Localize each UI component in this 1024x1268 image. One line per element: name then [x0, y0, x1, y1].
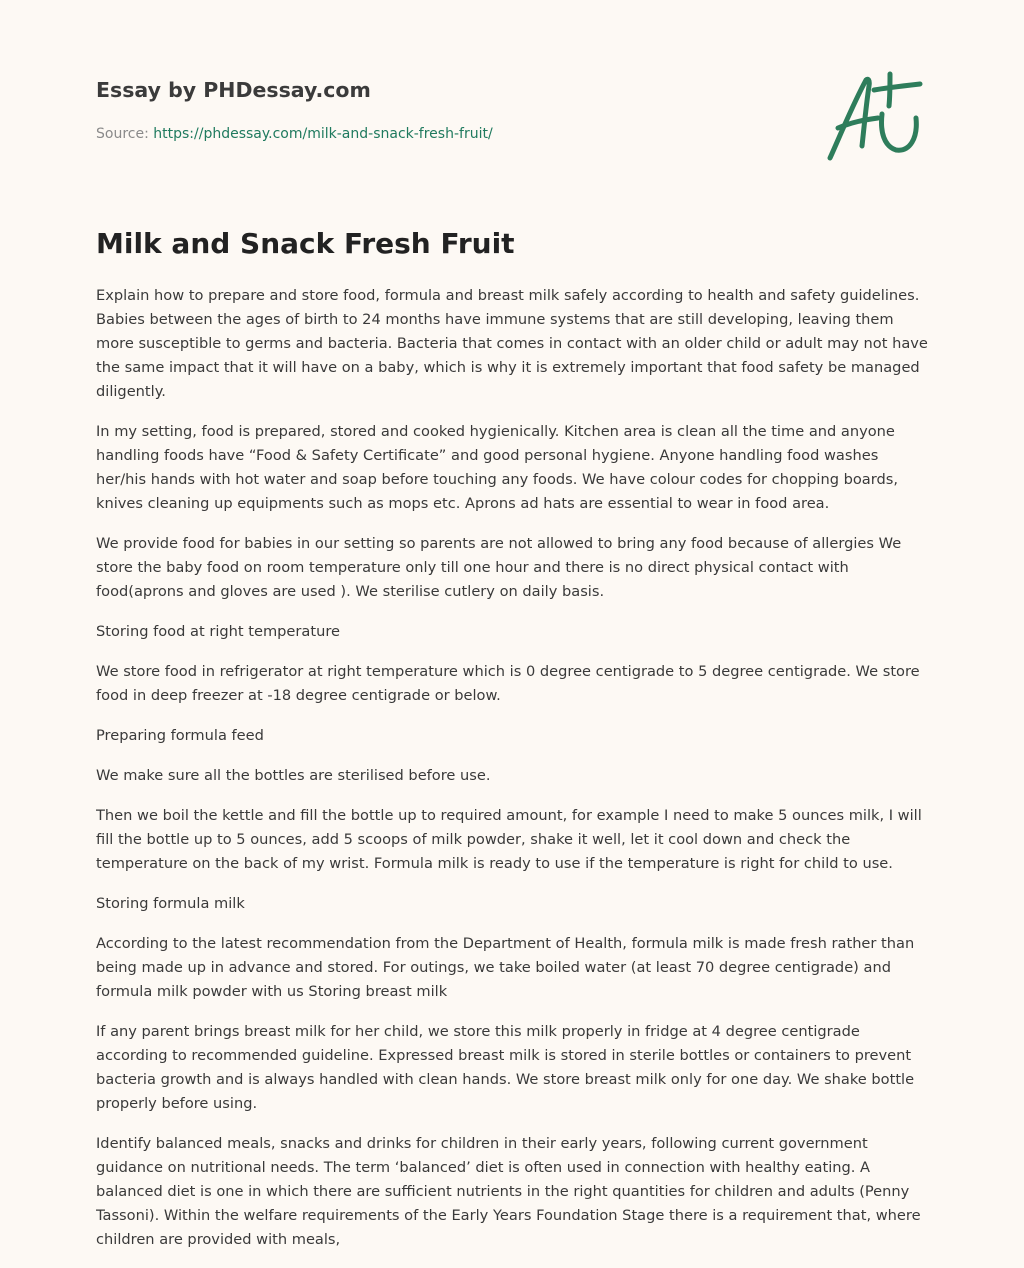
a-plus-logo-icon [822, 66, 932, 166]
paragraph: In my setting, food is prepared, stored and cooked hygienically. Kitchen area is clean all the time and anyone handling foods have “Food & Safety Certificate” and good personal hygiene. Anyone handling food washes her/his hands with hot water and soap before touching any foods. We have colour codes for chopping boards, knives cleaning up equipments such as mops etc. Aprons ad hats are essential to wear in food area. [96, 423, 898, 512]
article-body [96, 284, 932, 1256]
source-label: Source: [96, 126, 149, 142]
paragraph: If any parent brings breast milk for her child, we store this milk properly in fridge at 4 degree centigrade according to recommended guideline. Expressed breast milk is stored in sterile bottles or containers to prevent bacteria growth and is always handled with clean hands. We store breast milk only for one day. We shake bottle properly before using. [96, 1023, 915, 1112]
source-line [96, 124, 796, 144]
article-title: Milk and Snack Fresh Fruit [96, 227, 515, 260]
paragraph: We make sure all the bottles are sterilised before use. [96, 767, 491, 784]
paragraph: Identify balanced meals, snacks and drinks for children in their early years, following current government guidance on nutritional needs. The term ‘balanced’ diet is often used in connection with healthy eating. A balanced diet is one in which there are sufficient nutrients in the right quantities for children and adults (Penny Tassoni). Within the welfare requirements of the Early Years Foundation Stage there is a requirement that, where children are provided with meals, [96, 1135, 921, 1248]
paragraph: We provide food for babies in our setting so parents are not allowed to bring any food because of allergies We store the baby food on room temperature only till one hour and there is no direct physical contact with food(aprons and gloves are used ). We sterilise cutlery on daily basis. [96, 535, 902, 600]
paragraph: Explain how to prepare and store food, formula and breast milk safely according to health and safety guidelines. Babies between the ages of birth to 24 months have immune systems that are still developing, leaving them more susceptible to germs and bacteria. Bacteria that comes in contact with an older child or adult may not have the same impact that it will have on a baby, which is why it is extremely important that food safety be managed diligently. [96, 287, 928, 400]
section-heading: Preparing formula feed [96, 727, 264, 744]
paragraph: We store food in refrigerator at right temperature which is 0 degree centigrade to 5 degree centigrade. We store food in deep freezer at -18 degree centigrade or below. [96, 663, 920, 704]
brand-title: Essay by PHDessay.com [96, 78, 371, 102]
paragraph: Then we boil the kettle and fill the bottle up to required amount, for example I need to make 5 ounces milk, I will fill the bottle up to 5 ounces, add 5 scoops of milk powder, shake it well, let it cool down and check the temperature on the back of my wrist. Formula milk is ready to use if the temperature is right for child to use. [96, 807, 922, 872]
paragraph: According to the latest recommendation from the Department of Health, formula milk is made fresh rather than being made up in advance and stored. For outings, we take boiled water (at least 70 degree centigrade) and formula milk powder with us Storing breast milk [96, 935, 915, 1000]
section-heading: Storing food at right temperature [96, 623, 340, 640]
essay-header [96, 74, 796, 144]
section-heading: Storing formula milk [96, 895, 245, 912]
source-link[interactable]: https://phdessay.com/milk-and-snack-fresh-fruit/ [153, 126, 493, 142]
